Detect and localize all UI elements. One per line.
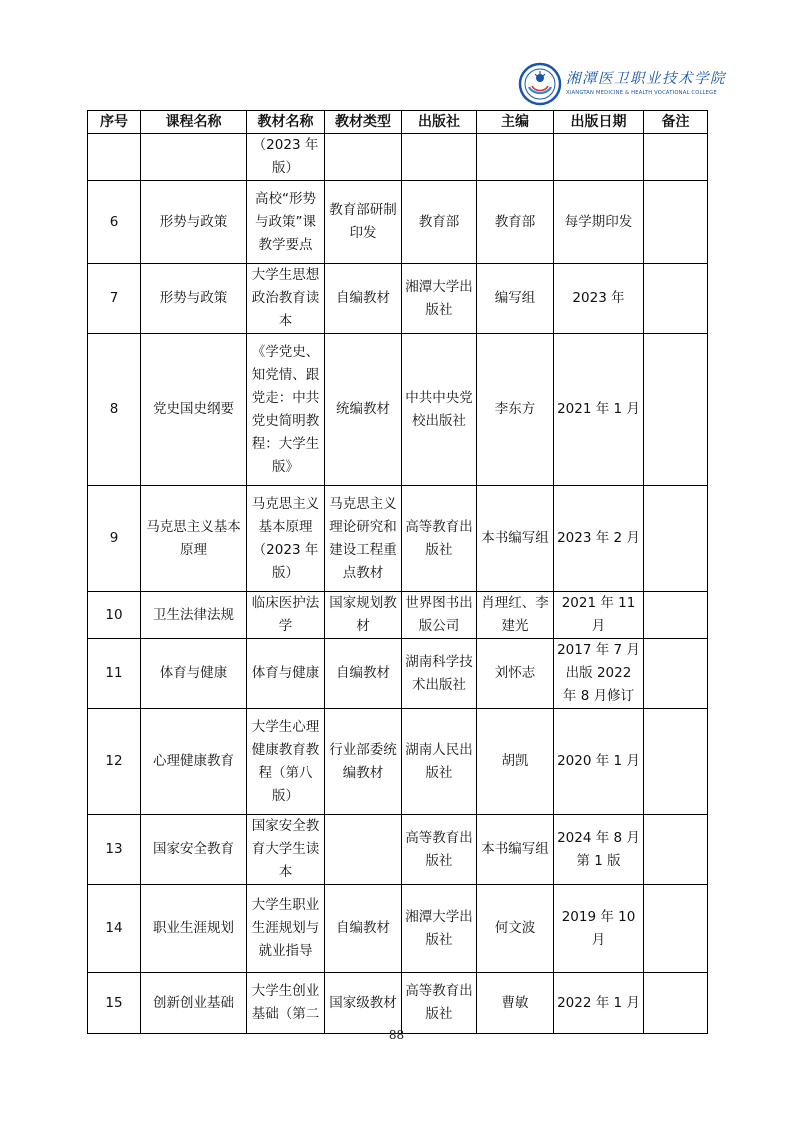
table-row [88, 815, 708, 885]
publish-date [554, 885, 644, 973]
textbook-type-text: 国家级教材 [329, 994, 397, 1011]
row-index: 13 [88, 815, 141, 885]
remarks [644, 885, 708, 973]
publish-date: 2021 年 1 月 [554, 334, 644, 486]
course-name: 国家安全教育 [141, 815, 247, 885]
row-index: 10 [88, 592, 141, 639]
textbook-type: 统编教材 [325, 334, 402, 486]
course-name: 职业生涯规划 [141, 885, 247, 973]
editor [477, 815, 554, 885]
row-index: 7 [88, 264, 141, 334]
publisher-text: 湖南科学技术出版社 [405, 653, 473, 693]
publisher-text: 高等教育出版社 [405, 983, 473, 1022]
table-header-row [88, 111, 708, 134]
publish-date: 2020 年 1 月 [554, 709, 644, 815]
publish-date-text: 2024 年 8 月第 1 版 [557, 829, 640, 869]
textbook-type [325, 815, 402, 885]
publisher-text: 中共中央党校出版社 [405, 389, 473, 429]
remarks [644, 639, 708, 709]
course-name: 党史国史纲要 [141, 334, 247, 486]
publish-date: 2023 年 2 月 [554, 486, 644, 592]
editor: 李东方 [477, 334, 554, 486]
textbook-name [247, 815, 325, 885]
header-remarks: 备注 [644, 111, 708, 134]
textbook-name-text: 大学生创业基础（第二 [251, 983, 320, 1022]
publish-date [554, 815, 644, 885]
publish-date-text: 2021 年 11 月 [561, 595, 636, 634]
editor: 教育部 [477, 181, 554, 264]
textbook-type-text: 马克思主义理论研究和建设工程重点教材 [329, 495, 397, 581]
row-index: 9 [88, 486, 141, 592]
textbook-name-text: 高校“形势与政策”课教学要点 [255, 190, 316, 253]
course-name [141, 486, 247, 592]
college-logo [518, 62, 726, 106]
editor-text: 本书编写组 [481, 530, 549, 546]
publish-date [554, 134, 644, 181]
header-editor: 主编 [477, 111, 554, 134]
publisher [402, 815, 477, 885]
editor: 编写组 [477, 264, 554, 334]
row-index [88, 134, 141, 181]
textbook-name-text: 《学党史、知党情、跟党走：中共党史简明教程：大学生版》 [251, 343, 320, 475]
editor: 刘怀志 [477, 639, 554, 709]
remarks [644, 973, 708, 1034]
textbook-name [247, 709, 325, 815]
row-index: 12 [88, 709, 141, 815]
publish-date: 2023 年 [554, 264, 644, 334]
textbook-name [247, 885, 325, 973]
editor [477, 134, 554, 181]
row-index: 15 [88, 973, 141, 1034]
header-publish-date: 出版日期 [554, 111, 644, 134]
row-index: 11 [88, 639, 141, 709]
editor: 何文波 [477, 885, 554, 973]
publish-date: 2022 年 1 月 [554, 973, 644, 1034]
textbook-name [247, 181, 325, 264]
remarks [644, 815, 708, 885]
publish-date: 每学期印发 [554, 181, 644, 264]
textbook-type: 自编教材 [325, 885, 402, 973]
textbook-type: 自编教材 [325, 639, 402, 709]
college-name-en: XIANGTAN MEDICINE & HEALTH VOCATIONAL COLLEGE [566, 90, 717, 96]
header-course-name: 课程名称 [141, 111, 247, 134]
textbook-type [325, 181, 402, 264]
table-row [88, 181, 708, 264]
remarks [644, 592, 708, 639]
editor [477, 486, 554, 592]
table-row [88, 486, 708, 592]
textbook-name [247, 486, 325, 592]
course-name: 创新创业基础 [141, 973, 247, 1034]
textbook-table [87, 110, 708, 1034]
textbook-type: 自编教材 [325, 264, 402, 334]
publisher [402, 885, 477, 973]
publisher [402, 134, 477, 181]
publisher-text: 湖南人民出版社 [405, 741, 473, 781]
textbook-name [247, 134, 325, 181]
publish-date-text: 2019 年 10 月 [561, 908, 636, 948]
table-row [88, 973, 708, 1034]
row-index: 14 [88, 885, 141, 973]
course-name: 心理健康教育 [141, 709, 247, 815]
textbook-name-text: 大学生思想政治教育读本 [251, 267, 320, 329]
table-row [88, 639, 708, 709]
course-name: 形势与政策 [141, 264, 247, 334]
remarks [644, 486, 708, 592]
publisher [402, 264, 477, 334]
header-publisher: 出版社 [402, 111, 477, 134]
textbook-name-text: 国家安全教育大学生读本 [251, 818, 320, 880]
table-row [88, 264, 708, 334]
textbook-name [247, 592, 325, 639]
publish-date [554, 639, 644, 709]
publisher-text: 世界图书出版公司 [405, 595, 473, 634]
textbook-name [247, 334, 325, 486]
course-name [141, 134, 247, 181]
publisher [402, 973, 477, 1034]
row-index: 8 [88, 334, 141, 486]
textbook-name-text: 马克思主义基本原理（2023 年版） [251, 495, 320, 581]
editor: 胡凯 [477, 709, 554, 815]
editor-text: 肖理红、李建光 [481, 595, 549, 634]
header-textbook-type: 教材类型 [325, 111, 402, 134]
remarks [644, 181, 708, 264]
table-row [88, 334, 708, 486]
textbook-type [325, 709, 402, 815]
editor: 曹敏 [477, 973, 554, 1034]
textbook-type [325, 134, 402, 181]
textbook-name-text: （2023 年版） [252, 137, 319, 176]
remarks [644, 264, 708, 334]
remarks [644, 709, 708, 815]
textbook-name-text: 大学生职业生涯规划与就业指导 [251, 897, 320, 959]
editor-text: 本书编写组 [481, 841, 549, 857]
header-index: 序号 [88, 111, 141, 134]
editor [477, 592, 554, 639]
publisher [402, 334, 477, 486]
course-name: 形势与政策 [141, 181, 247, 264]
textbook-type [325, 486, 402, 592]
textbook-type-text: 国家规划教材 [329, 595, 397, 634]
page-number: 88 [388, 1028, 405, 1042]
textbook-name [247, 973, 325, 1034]
course-name-text: 马克思主义基本原理 [146, 518, 241, 558]
header-textbook-name: 教材名称 [247, 111, 325, 134]
publisher-text: 湘潭大学出版社 [405, 278, 473, 318]
textbook-name [247, 264, 325, 334]
publisher [402, 709, 477, 815]
publish-date-text: 2017 年 7 月出版 2022 年 8 月修订 [557, 642, 640, 704]
remarks [644, 334, 708, 486]
textbook-type-text: 教育部研制印发 [329, 202, 397, 241]
textbook-name-text: 体育与健康 [251, 665, 320, 681]
table-row [88, 885, 708, 973]
course-name: 体育与健康 [141, 639, 247, 709]
row-index: 6 [88, 181, 141, 264]
publisher-text: 高等教育出版社 [405, 518, 473, 558]
table-row [88, 592, 708, 639]
publisher [402, 639, 477, 709]
college-emblem-icon [518, 62, 562, 106]
textbook-name-text: 临床医护法学 [251, 595, 320, 634]
publish-date [554, 592, 644, 639]
textbook-name-text: 大学生心理健康教育教程（第八版） [251, 718, 320, 804]
textbook-name [247, 639, 325, 709]
college-name-cn: 湘潭医卫职业技术学院 [566, 71, 726, 87]
textbook-type [325, 973, 402, 1034]
publisher-text: 高等教育出版社 [405, 829, 473, 869]
publisher: 教育部 [402, 181, 477, 264]
table-row [88, 134, 708, 181]
publisher-text: 湘潭大学出版社 [405, 908, 473, 948]
course-name: 卫生法律法规 [141, 592, 247, 639]
table-row [88, 709, 708, 815]
textbook-type [325, 592, 402, 639]
remarks [644, 134, 708, 181]
publisher [402, 486, 477, 592]
publisher [402, 592, 477, 639]
textbook-type-text: 行业部委统编教材 [329, 741, 397, 781]
